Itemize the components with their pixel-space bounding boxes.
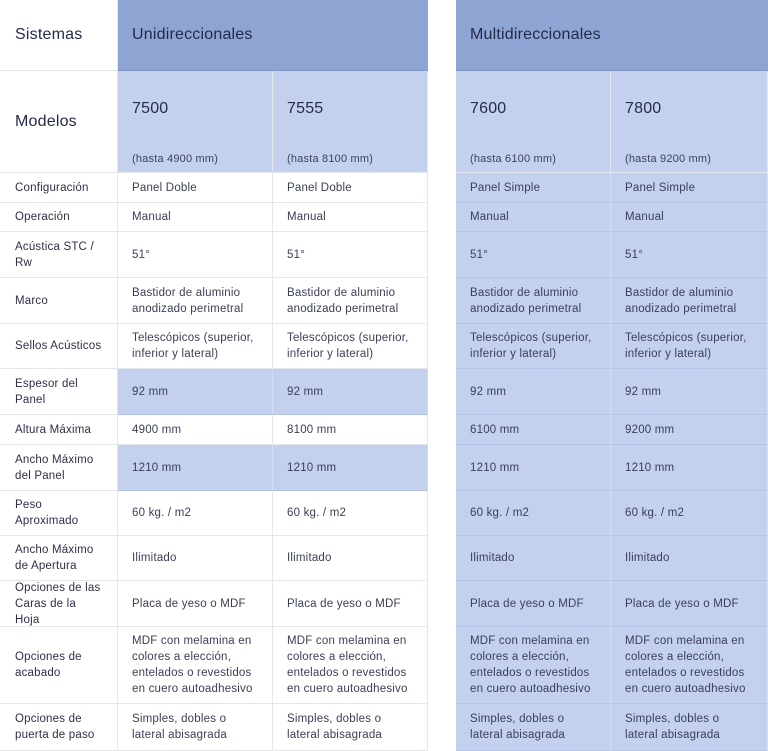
table-cell: Telescópicos (superior, inferior y lateral): [611, 324, 768, 369]
table-cell: 92 mm: [273, 369, 428, 415]
model-name: 7555: [273, 71, 428, 139]
table-cell: Simples, dobles o lateral abisagrada: [611, 704, 768, 751]
table-cell: Simples, dobles o lateral abisagrada: [273, 704, 428, 751]
row-label: Opciones de puerta de paso: [0, 704, 118, 751]
table-cell: MDF con melamina en colores a elección, entelados o revestidos en cuero autoadhesivo: [456, 627, 611, 704]
table-cell: Placa de yeso o MDF: [118, 581, 273, 627]
table-cell: Manual: [456, 203, 611, 232]
row-label: Opciones de las Caras de la Hoja: [0, 581, 118, 627]
table-cell: 8100 mm: [273, 415, 428, 445]
table-cell: 92 mm: [456, 369, 611, 415]
table-cell: Placa de yeso o MDF: [611, 581, 768, 627]
table-cell: 92 mm: [611, 369, 768, 415]
model-range: (hasta 9200 mm): [611, 139, 768, 173]
table-cell: Simples, dobles o lateral abisagrada: [456, 704, 611, 751]
table-cell: 1210 mm: [611, 445, 768, 491]
table-cell: MDF con melamina en colores a elección, entelados o revestidos en cuero autoadhesivo: [118, 627, 273, 704]
table-cell: Ilimitado: [118, 536, 273, 581]
row-label: Ancho Máximo del Panel: [0, 445, 118, 491]
table-cell: Bastidor de aluminio anodizado perimetral: [456, 278, 611, 324]
table-cell: MDF con melamina en colores a elección, entelados o revestidos en cuero autoadhesivo: [611, 627, 768, 704]
table-cell: 92 mm: [118, 369, 273, 415]
row-label: Configuración: [0, 173, 118, 203]
row-label: Opciones de acabado: [0, 627, 118, 704]
table-cell: Telescópicos (superior, inferior y lateral): [456, 324, 611, 369]
row-label: Marco: [0, 278, 118, 324]
table-cell: Simples, dobles o lateral abisagrada: [118, 704, 273, 751]
table-cell: 51°: [611, 232, 768, 278]
table-cell: Telescópicos (superior, inferior y lateral): [273, 324, 428, 369]
table-cell: Manual: [273, 203, 428, 232]
table-cell: 60 kg. / m2: [611, 491, 768, 536]
table-cell: Manual: [118, 203, 273, 232]
table-cell: 51°: [456, 232, 611, 278]
table-cell: Panel Simple: [611, 173, 768, 203]
model-range: (hasta 6100 mm): [456, 139, 611, 173]
table-cell: Bastidor de aluminio anodizado perimetral: [118, 278, 273, 324]
table-cell: Panel Doble: [118, 173, 273, 203]
table-cell: 1210 mm: [456, 445, 611, 491]
unidirectional-group-header: Unidireccionales: [118, 0, 428, 71]
systems-header-label: Sistemas: [0, 0, 118, 71]
table-cell: 9200 mm: [611, 415, 768, 445]
model-name: 7600: [456, 71, 611, 139]
table-cell: 1210 mm: [273, 445, 428, 491]
table-cell: 51°: [118, 232, 273, 278]
multidirectional-group-header: Multidireccionales: [456, 0, 768, 71]
table-cell: Bastidor de aluminio anodizado perimetral: [611, 278, 768, 324]
table-cell: 60 kg. / m2: [118, 491, 273, 536]
table-cell: 51°: [273, 232, 428, 278]
table-cell: Placa de yeso o MDF: [273, 581, 428, 627]
model-range: (hasta 4900 mm): [118, 139, 273, 173]
table-cell: Panel Doble: [273, 173, 428, 203]
model-name: 7500: [118, 71, 273, 139]
row-label: Ancho Máximo de Apertura: [0, 536, 118, 581]
row-label: Sellos Acústicos: [0, 324, 118, 369]
group-separator: [428, 0, 457, 751]
table-cell: Ilimitado: [611, 536, 768, 581]
table-cell: 6100 mm: [456, 415, 611, 445]
table-cell: Telescópicos (superior, inferior y lateral): [118, 324, 273, 369]
row-label: Operación: [0, 203, 118, 232]
table-cell: Manual: [611, 203, 768, 232]
model-range: (hasta 8100 mm): [273, 139, 428, 173]
row-label: Altura Máxima: [0, 415, 118, 445]
table-cell: 60 kg. / m2: [456, 491, 611, 536]
table-cell: Placa de yeso o MDF: [456, 581, 611, 627]
table-cell: 1210 mm: [118, 445, 273, 491]
table-cell: Panel Simple: [456, 173, 611, 203]
table-cell: Ilimitado: [273, 536, 428, 581]
row-label: Peso Aproximado: [0, 491, 118, 536]
table-cell: 4900 mm: [118, 415, 273, 445]
models-label: Modelos: [0, 71, 118, 173]
row-label: Espesor del Panel: [0, 369, 118, 415]
table-cell: Bastidor de aluminio anodizado perimetral: [273, 278, 428, 324]
table-cell: Ilimitado: [456, 536, 611, 581]
table-cell: 60 kg. / m2: [273, 491, 428, 536]
model-name: 7800: [611, 71, 768, 139]
row-label: Acústica STC / Rw: [0, 232, 118, 278]
table-cell: MDF con melamina en colores a elección, entelados o revestidos en cuero autoadhesivo: [273, 627, 428, 704]
